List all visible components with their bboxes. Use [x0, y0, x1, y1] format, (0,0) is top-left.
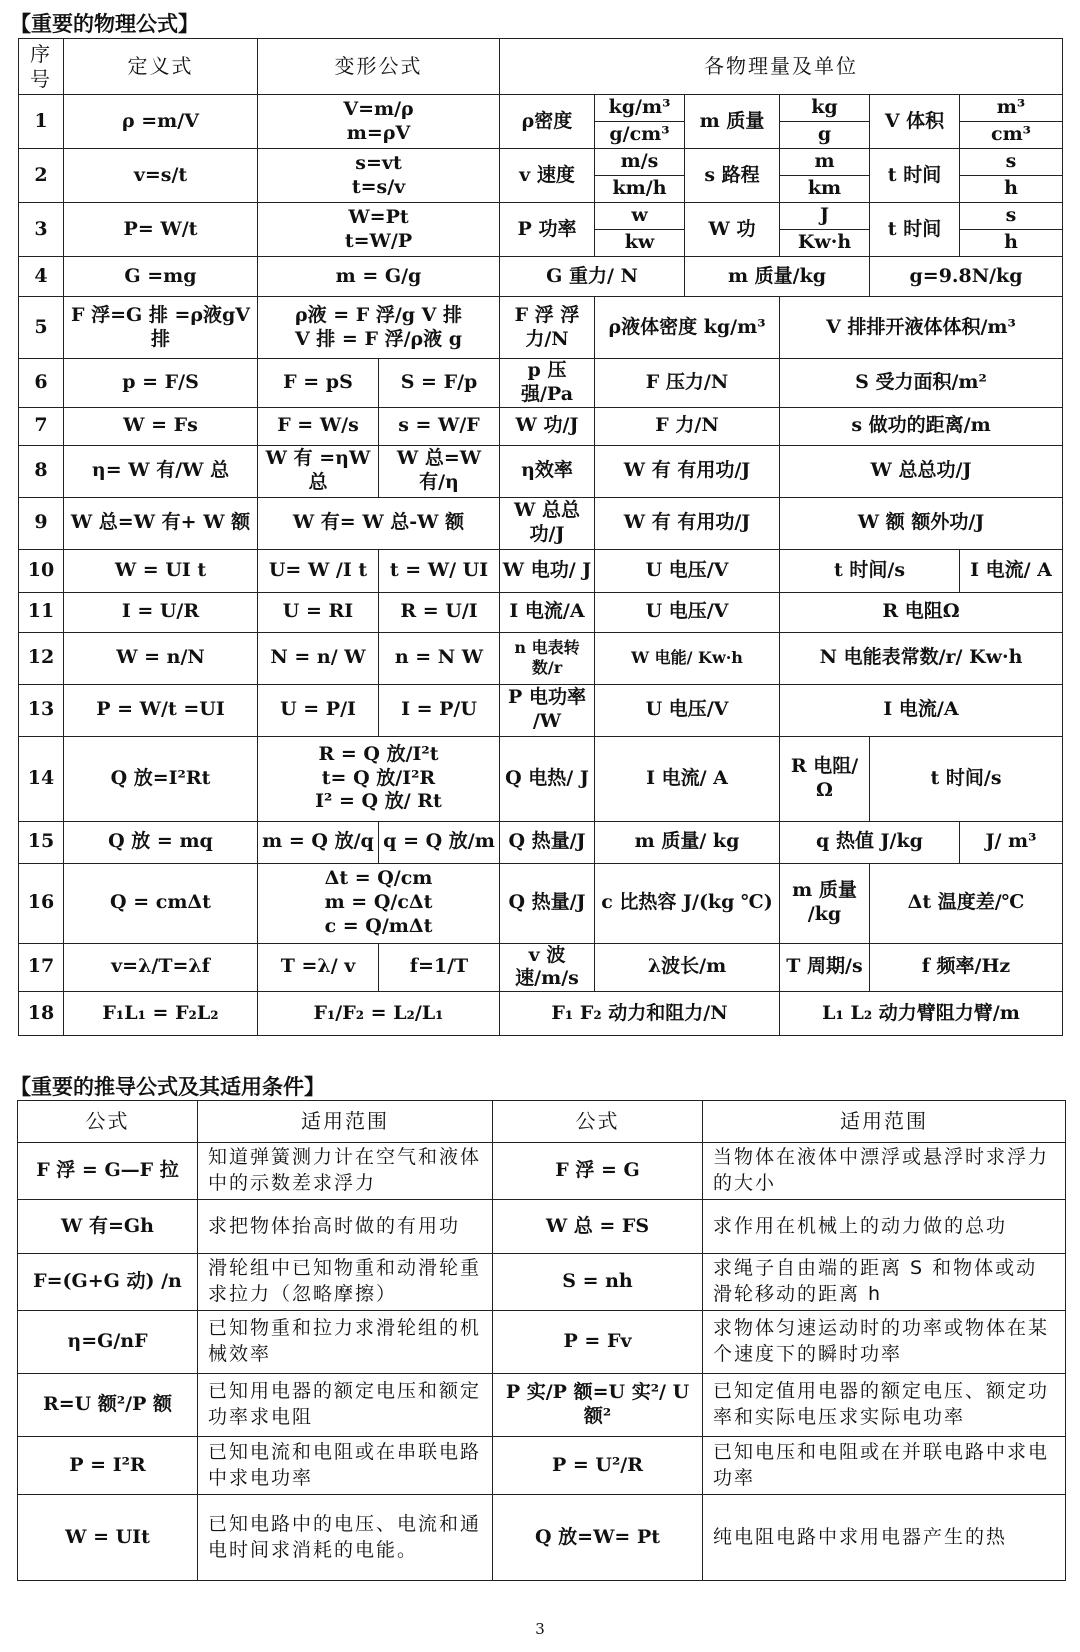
variant: U= W /I t: [258, 549, 379, 592]
row-index: 11: [19, 592, 64, 632]
variant: F = W/s: [258, 407, 379, 445]
formula: F 浮 = G—F 拉: [18, 1143, 198, 1200]
variants: ρ液 = F 浮/g V 排 V 排 = F 浮/ρ液 g: [258, 297, 500, 359]
quantity: W 总总功/J: [500, 497, 595, 549]
definition: W = n/N: [64, 632, 258, 684]
header-scope: 适用范围: [198, 1101, 493, 1143]
unit: J: [780, 203, 870, 230]
quantity: P 电功率 /W: [500, 684, 595, 736]
variant: R = U/I: [379, 592, 500, 632]
quantity: W 总总功/J: [780, 445, 1063, 497]
unit: m/s: [595, 149, 685, 176]
scope: 滑轮组中已知物重和动滑轮重求拉力（忽略摩擦）: [198, 1254, 493, 1311]
scope: 求作用在机械上的动力做的总功: [703, 1200, 1066, 1254]
quantity: p 压强/Pa: [500, 359, 595, 408]
variants: V=m/ρ m=ρV: [258, 95, 500, 149]
quantity: I 电流/ A: [595, 736, 780, 821]
variant: W 总=W 有/η: [379, 445, 500, 497]
quantity: U 电压/V: [595, 592, 780, 632]
variants: s=vt t=s/v: [258, 149, 500, 203]
row-index: 8: [19, 445, 64, 497]
definition: p = F/S: [64, 359, 258, 408]
unit: g: [780, 122, 870, 149]
definition: G =mg: [64, 257, 258, 297]
definition: Q = cmΔt: [64, 863, 258, 943]
unit: Kw·h: [780, 230, 870, 257]
quantity: m 质量 /kg: [780, 863, 870, 943]
unit: h: [960, 230, 1063, 257]
unit: s: [960, 149, 1063, 176]
quantity: S 受力面积/m²: [780, 359, 1063, 408]
formula: η=G/nF: [18, 1311, 198, 1374]
scope: 求把物体抬高时做的有用功: [198, 1200, 493, 1254]
row-index: 5: [19, 297, 64, 359]
unit: h: [960, 176, 1063, 203]
variants: F₁/F₂ = L₂/L₁: [258, 992, 500, 1036]
row-index: 16: [19, 863, 64, 943]
scope: 当物体在液体中漂浮或悬浮时求浮力的大小: [703, 1143, 1066, 1200]
row-index: 3: [19, 203, 64, 257]
quantity: W 功: [685, 203, 780, 257]
header-formula: 公式: [18, 1101, 198, 1143]
unit: m: [780, 149, 870, 176]
formula: P = I²R: [18, 1437, 198, 1495]
formula: P 实/P 额=U 实²/ U 额²: [493, 1374, 703, 1437]
quantity: W 功/J: [500, 407, 595, 445]
variant: I = P/U: [379, 684, 500, 736]
quantity: Δt 温度差/℃: [870, 863, 1063, 943]
definition: W = UI t: [64, 549, 258, 592]
quantity: t 时间: [870, 149, 960, 203]
variant: t = W/ UI: [379, 549, 500, 592]
quantity: W 有 有用功/J: [595, 445, 780, 497]
definition: v=s/t: [64, 149, 258, 203]
quantity: I 电流/A: [500, 592, 595, 632]
quantity: t 时间: [870, 203, 960, 257]
row-index: 7: [19, 407, 64, 445]
quantity: W 有 有用功/J: [595, 497, 780, 549]
quantity: λ波长/m: [595, 943, 780, 992]
variant: N = n/ W: [258, 632, 379, 684]
formula-table: [18, 38, 1063, 1036]
section-title-derived: 【重要的推导公式及其适用条件】: [10, 1075, 325, 1099]
header-index: 序号: [19, 39, 64, 95]
variant: S = F/p: [379, 359, 500, 408]
row-index: 10: [19, 549, 64, 592]
quantity: v 速度: [500, 149, 595, 203]
row-index: 15: [19, 821, 64, 863]
scope: 已知物重和拉力求滑轮组的机械效率: [198, 1311, 493, 1374]
formula: S = nh: [493, 1254, 703, 1311]
unit: g/cm³: [595, 122, 685, 149]
header-scope: 适用范围: [703, 1101, 1066, 1143]
row-index: 9: [19, 497, 64, 549]
formula: R=U 额²/P 额: [18, 1374, 198, 1437]
quantity: R 电阻/ Ω: [780, 736, 870, 821]
quantity: q 热值 J/kg: [780, 821, 960, 863]
quantity: F 力/N: [595, 407, 780, 445]
variant: n = N W: [379, 632, 500, 684]
quantity: W 电能/ Kw·h: [595, 632, 780, 684]
definition: I = U/R: [64, 592, 258, 632]
definition: η= W 有/W 总: [64, 445, 258, 497]
formula: W 总 = FS: [493, 1200, 703, 1254]
header-formula: 公式: [493, 1101, 703, 1143]
quantity: L₁ L₂ 动力臂阻力臂/m: [780, 992, 1063, 1036]
definition: W 总=W 有+ W 额: [64, 497, 258, 549]
variants: m = G/g: [258, 257, 500, 297]
quantity: ρ液体密度 kg/m³: [595, 297, 780, 359]
quantity: t 时间/s: [870, 736, 1063, 821]
unit: kg: [780, 95, 870, 122]
quantity: g=9.8N/kg: [870, 257, 1063, 297]
variants: Δt = Q/cm m = Q/cΔt c = Q/mΔt: [258, 863, 500, 943]
row-index: 14: [19, 736, 64, 821]
quantity: J/ m³: [960, 821, 1063, 863]
quantity: m 质量: [685, 95, 780, 149]
variant: s = W/F: [379, 407, 500, 445]
variants: W 有= W 总-W 额: [258, 497, 500, 549]
variant: m = Q 放/q: [258, 821, 379, 863]
header-variants: 变形公式: [258, 39, 500, 95]
row-index: 13: [19, 684, 64, 736]
quantity: F 浮 浮力/N: [500, 297, 595, 359]
quantity: F₁ F₂ 动力和阻力/N: [500, 992, 780, 1036]
variant: U = P/I: [258, 684, 379, 736]
row-index: 2: [19, 149, 64, 203]
row-index: 18: [19, 992, 64, 1036]
variants: R = Q 放/I²t t= Q 放/I²R I² = Q 放/ Rt: [258, 736, 500, 821]
quantity: W 电功/ J: [500, 549, 595, 592]
quantity: I 电流/A: [780, 684, 1063, 736]
scope: 已知电压和电阻或在并联电路中求电功率: [703, 1437, 1066, 1495]
quantity: m 质量/kg: [685, 257, 870, 297]
definition: P= W/t: [64, 203, 258, 257]
definition: v=λ/T=λf: [64, 943, 258, 992]
row-index: 17: [19, 943, 64, 992]
formula: P = Fv: [493, 1311, 703, 1374]
definition: W = Fs: [64, 407, 258, 445]
quantity: s 路程: [685, 149, 780, 203]
unit: kw: [595, 230, 685, 257]
scope: 求绳子自由端的距离 S 和物体或动滑轮移动的距离 h: [703, 1254, 1066, 1311]
definition: P = W/t =UI: [64, 684, 258, 736]
quantity: U 电压/V: [595, 684, 780, 736]
page-number: 3: [535, 1620, 545, 1638]
definition: F₁L₁ = F₂L₂: [64, 992, 258, 1036]
quantity: Q 热量/J: [500, 863, 595, 943]
quantity: Q 电热/ J: [500, 736, 595, 821]
definition: Q 放 = mq: [64, 821, 258, 863]
row-index: 1: [19, 95, 64, 149]
scope: 已知电路中的电压、电流和通电时间求消耗的电能。: [198, 1495, 493, 1581]
quantity: R 电阻Ω: [780, 592, 1063, 632]
quantity: v 波速/m/s: [500, 943, 595, 992]
section-title-formulas: 【重要的物理公式】: [10, 12, 199, 36]
row-index: 12: [19, 632, 64, 684]
scope: 知道弹簧测力计在空气和液体中的示数差求浮力: [198, 1143, 493, 1200]
quantity: t 时间/s: [780, 549, 960, 592]
unit: w: [595, 203, 685, 230]
quantity: Q 热量/J: [500, 821, 595, 863]
variant: q = Q 放/m: [379, 821, 500, 863]
quantity: c 比热容 J/(kg ℃): [595, 863, 780, 943]
scope: 纯电阻电路中求用电器产生的热: [703, 1495, 1066, 1581]
variant: U = RI: [258, 592, 379, 632]
formula: F=(G+G 动) /n: [18, 1254, 198, 1311]
formula: W 有=Gh: [18, 1200, 198, 1254]
row-index: 4: [19, 257, 64, 297]
quantity: F 压力/N: [595, 359, 780, 408]
row-index: 6: [19, 359, 64, 408]
derived-formula-table: [17, 1100, 1066, 1581]
quantity: I 电流/ A: [960, 549, 1063, 592]
definition: Q 放=I²Rt: [64, 736, 258, 821]
definition: ρ =m/V: [64, 95, 258, 149]
variant: F = pS: [258, 359, 379, 408]
quantity: f 频率/Hz: [870, 943, 1063, 992]
quantity: ρ密度: [500, 95, 595, 149]
quantity: T 周期/s: [780, 943, 870, 992]
variant: T =λ/ v: [258, 943, 379, 992]
quantity: U 电压/V: [595, 549, 780, 592]
formula: F 浮 = G: [493, 1143, 703, 1200]
header-definition: 定义式: [64, 39, 258, 95]
definition: F 浮=G 排 =ρ液gV 排: [64, 297, 258, 359]
quantity: s 做功的距离/m: [780, 407, 1063, 445]
unit: cm³: [960, 122, 1063, 149]
quantity: m 质量/ kg: [595, 821, 780, 863]
unit: kg/m³: [595, 95, 685, 122]
quantity: N 电能表常数/r/ Kw·h: [780, 632, 1063, 684]
quantity: W 额 额外功/J: [780, 497, 1063, 549]
formula: Q 放=W= Pt: [493, 1495, 703, 1581]
variant: f=1/T: [379, 943, 500, 992]
formula: P = U²/R: [493, 1437, 703, 1495]
scope: 求物体匀速运动时的功率或物体在某个速度下的瞬时功率: [703, 1311, 1066, 1374]
quantity: P 功率: [500, 203, 595, 257]
quantity: η效率: [500, 445, 595, 497]
header-units: 各物理量及单位: [500, 39, 1063, 95]
scope: 已知定值用电器的额定电压、额定功率和实际电压求实际电功率: [703, 1374, 1066, 1437]
scope: 已知电流和电阻或在串联电路中求电功率: [198, 1437, 493, 1495]
quantity: V 体积: [870, 95, 960, 149]
formula: W = UIt: [18, 1495, 198, 1581]
quantity: n 电表转数/r: [500, 632, 595, 684]
variant: W 有 =ηW 总: [258, 445, 379, 497]
unit: km: [780, 176, 870, 203]
scope: 已知用电器的额定电压和额定功率求电阻: [198, 1374, 493, 1437]
unit: km/h: [595, 176, 685, 203]
variants: W=Pt t=W/P: [258, 203, 500, 257]
unit: m³: [960, 95, 1063, 122]
unit: s: [960, 203, 1063, 230]
quantity: G 重力/ N: [500, 257, 685, 297]
quantity: V 排排开液体体积/m³: [780, 297, 1063, 359]
